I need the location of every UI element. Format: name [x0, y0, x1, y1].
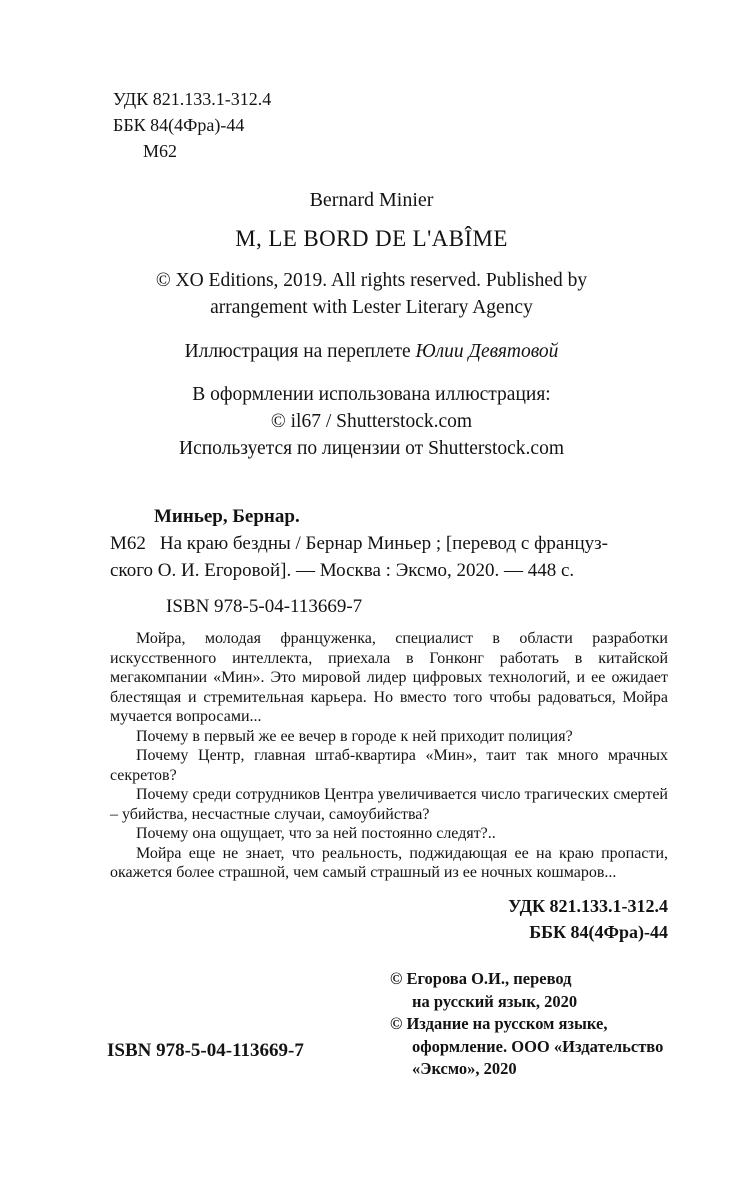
original-title: M, LE BORD DE L'ABÎME [235, 226, 508, 251]
cover-illustration-credit [60, 338, 683, 365]
annotation-paragraph: Почему Центр, главная штаб-квартира «Мин», таит так много мрачных секретов? [110, 747, 668, 784]
annotation-paragraph: Мойра еще не знает, что реальность, поджидающая ее на краю пропасти, окажется более страшной, чем самый страшный из ее ночных кошмаров... [110, 844, 668, 881]
udk-code-top: УДК 821.133.1-312.4 [113, 89, 272, 109]
catalog-entry [110, 530, 668, 584]
isbn-footer: ISBN 978-5-04-113669-7 [107, 1040, 304, 1061]
title-head-block [60, 188, 683, 462]
design-credit-line-1: В оформлении использована иллюстрация: [192, 384, 551, 405]
rights-statement [60, 267, 683, 321]
cover-credit-artist: Юлии Девятовой [415, 341, 559, 362]
rights-line-2: arrangement with Lester Literary Agency [210, 297, 533, 318]
design-credit-line-3: Используется по лицензии от Shutterstock.com [178, 438, 565, 459]
rights-line-1: © XO Editions, 2019. All rights reserved. Published by [155, 270, 588, 291]
bibliographic-block [110, 503, 668, 883]
isbn-catalog: ISBN 978-5-04-113669-7 [166, 596, 363, 617]
cover-credit-prefix: Иллюстрация на переплете [184, 341, 416, 362]
original-author: Bernard Minier [309, 189, 434, 211]
author-sign-code-top: М62 [143, 141, 178, 161]
edition-copyright-line-3: «Эксмо», 2020 [412, 1059, 517, 1078]
annotation-paragraph: Мойра, молодая француженка, специалист в области разработки искусственного интеллекта, приехала в Гонконг работать в китайской мегакомпании «Мин». Это мировой лидер цифровых технологий, и ее ожидает блестящая и стремительная карьера. Но вместо того чтобы радоваться, Мойра мучается вопросами... [110, 630, 668, 725]
bbk-code-top: ББК 84(4Фра)-44 [113, 115, 245, 135]
author-sign-code: М62 [110, 533, 146, 554]
copyright-notices [390, 968, 675, 1081]
annotation-paragraph: Почему она ощущает, что за ней постоянно следят?.. [136, 825, 496, 842]
udk-code-bottom: УДК 821.133.1-312.4 [508, 896, 668, 916]
design-credit-line-2: © il67 / Shutterstock.com [270, 411, 473, 432]
catalog-entry-text-1: На краю бездны / Бернар Миньер ; [перевод с француз- [159, 533, 609, 554]
edition-copyright-line-1: © Издание на русском языке, [390, 1014, 608, 1033]
translation-copyright-line-2: на русский язык, 2020 [412, 991, 578, 1011]
catalog-entry-line-1 [110, 530, 668, 557]
bbk-code-bottom: ББК 84(4Фра)-44 [529, 922, 668, 942]
catalog-entry-line-2: ского О. И. Егоровой]. — Москва : Эксмо, 2020. — 448 с. [110, 560, 575, 581]
edition-copyright-line-2: оформление. ООО «Издательство [412, 1036, 664, 1056]
catalog-author-heading: Миньер, Бернар. [154, 506, 300, 527]
classification-codes-top [113, 86, 271, 164]
translation-copyright-line-1: © Егорова О.И., перевод [390, 969, 572, 988]
design-credit-block [60, 381, 683, 462]
annotation-paragraph: Почему в первый же ее вечер в городе к ней приходит полиция? [136, 727, 573, 745]
annotation-paragraph: Почему среди сотрудников Центра увеличивается число трагических смертей – убийства, несчастные случаи, самоубийства? [110, 786, 668, 823]
annotation-block [110, 629, 668, 883]
classification-codes-bottom [508, 893, 668, 945]
